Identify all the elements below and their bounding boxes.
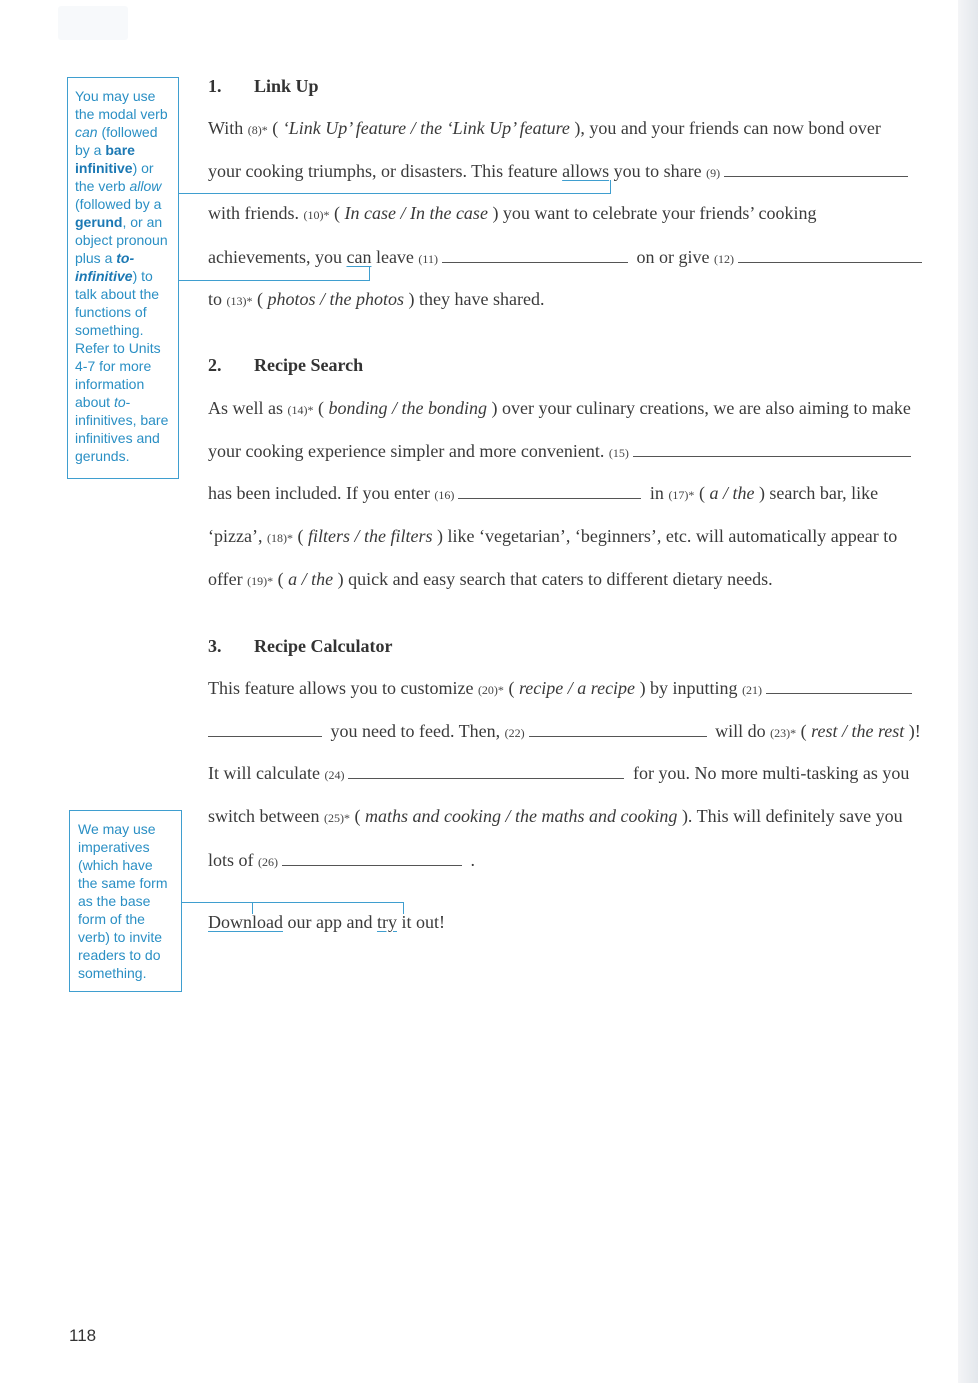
- note-text: (followed by a: [75, 124, 158, 158]
- text: on or give: [631, 247, 714, 267]
- text: With: [208, 118, 248, 138]
- note-text: , or an object pronoun plus a: [75, 214, 168, 266]
- text: offer: [208, 569, 248, 589]
- page-edge-shadow: [958, 0, 978, 1383]
- highlighted-word: allows: [562, 161, 610, 181]
- text: ) over your culinary creations, we are also aiming to make: [487, 398, 911, 418]
- note-text: to: [113, 394, 126, 410]
- answer-options: a / the: [709, 483, 755, 503]
- question-number: (26): [258, 855, 279, 869]
- answer-options: ‘Link Up’ feature / the ‘Link Up’ feature: [282, 118, 570, 138]
- text: has been included. If you enter: [208, 483, 435, 503]
- answer-blank[interactable]: [458, 484, 641, 499]
- text: will do: [710, 721, 771, 741]
- answer-blank[interactable]: [348, 764, 624, 779]
- text: ‘pizza’,: [208, 526, 267, 546]
- question-number: (20)*: [477, 683, 504, 697]
- highlighted-word: try: [376, 912, 397, 932]
- connector-line: [179, 193, 611, 194]
- note-keyword: to-infinitive: [75, 250, 135, 284]
- question-number: (11): [418, 252, 438, 266]
- text: ), you and your friends can now bond over: [569, 118, 881, 138]
- text: your cooking triumphs, or disasters. This feature: [208, 161, 563, 181]
- text: it out!: [396, 912, 445, 932]
- text: (: [503, 678, 519, 698]
- question-number: (12): [713, 252, 734, 266]
- text: with friends.: [208, 203, 304, 223]
- text: As well as: [208, 398, 288, 418]
- question-number: (18)*: [266, 531, 293, 545]
- answer-options: recipe / a recipe: [518, 678, 636, 698]
- answer-options: In case / In the case: [344, 203, 488, 223]
- text: you to share: [609, 161, 707, 181]
- answer-blank[interactable]: [529, 722, 707, 737]
- text: leave: [371, 247, 419, 267]
- text: ) like ‘vegetarian’, ‘beginners’, etc. will automatically appear to: [432, 526, 898, 546]
- text: ) search bar, like: [754, 483, 879, 503]
- text: )!: [904, 721, 921, 741]
- answer-blank[interactable]: [208, 722, 322, 737]
- text: our app and: [283, 912, 377, 932]
- connector-line: [179, 280, 370, 281]
- question-number: (9): [706, 166, 721, 180]
- answer-options: maths and cooking / the maths and cooking: [364, 806, 678, 826]
- answer-blank[interactable]: [738, 248, 922, 263]
- text-line: [208, 289, 544, 310]
- text: (: [796, 721, 812, 741]
- text: This feature allows you to customize: [208, 678, 478, 698]
- note-text: ) to talk about the functions of something. Refer to Units 4-7 for more information about: [75, 268, 161, 410]
- answer-blank[interactable]: [766, 679, 912, 694]
- question-number: (24): [324, 768, 345, 782]
- answer-blank[interactable]: [442, 248, 628, 263]
- text-line: [208, 398, 911, 419]
- highlighted-word: Download: [208, 912, 283, 932]
- text: ) they have shared.: [404, 289, 545, 309]
- text: lots of: [208, 850, 259, 870]
- section-title-link-up: [208, 76, 319, 97]
- header-tab-ghost: [58, 6, 128, 40]
- text: ) by inputting: [635, 678, 743, 698]
- answer-blank[interactable]: [282, 851, 462, 866]
- note-keyword: gerund: [75, 214, 123, 230]
- question-number: (15): [608, 446, 629, 460]
- text: .: [466, 850, 476, 870]
- text: you need to feed. Then,: [326, 721, 505, 741]
- section-number: 2.: [208, 355, 222, 375]
- section-title-recipe-calculator: [208, 636, 392, 657]
- text: (: [292, 526, 308, 546]
- text-line: [208, 678, 916, 699]
- question-number: (16): [434, 488, 455, 502]
- note-text: -infinitives, bare infinitives and gerunds.: [75, 394, 169, 464]
- text: (: [349, 806, 365, 826]
- section-heading: Recipe Calculator: [254, 636, 393, 656]
- question-number: (17)*: [668, 488, 695, 502]
- text: achievements, you: [208, 247, 347, 267]
- answer-options: filters / the filters: [307, 526, 433, 546]
- text-line: [208, 161, 912, 182]
- text: ) you want to celebrate your friends’ cooking: [487, 203, 817, 223]
- text-line: [208, 721, 921, 742]
- question-number: (21): [742, 683, 763, 697]
- section-number: 3.: [208, 636, 222, 656]
- note-text: allow: [129, 178, 162, 194]
- question-number: (25)*: [323, 811, 350, 825]
- note-text: can: [75, 124, 98, 140]
- text: for you. No more multi-tasking as you: [628, 763, 910, 783]
- text-line: [208, 247, 926, 268]
- section-number: 1.: [208, 76, 222, 96]
- grammar-note-imperatives: We may use imperatives (which have the same form as the base form of the verb) to invite readers to do something.: [69, 810, 182, 992]
- connector-line: [610, 180, 611, 194]
- text-line: [208, 850, 475, 871]
- text-line: [208, 806, 903, 827]
- text-line: [208, 912, 445, 933]
- text: (: [694, 483, 710, 503]
- question-number: (14)*: [287, 403, 314, 417]
- section-title-recipe-search: [208, 355, 363, 376]
- note-text: You may use the modal verb: [75, 88, 168, 122]
- text: to: [208, 289, 227, 309]
- note-text: ) or the verb: [75, 160, 154, 194]
- question-number: (19)*: [247, 574, 274, 588]
- section-heading: Link Up: [254, 76, 319, 96]
- text: (: [252, 289, 268, 309]
- section-heading: Recipe Search: [254, 355, 364, 375]
- question-number: (13)*: [226, 294, 253, 308]
- answer-blank[interactable]: [724, 162, 908, 177]
- page-number: 118: [69, 1326, 97, 1345]
- question-number: (8)*: [247, 123, 268, 137]
- text-line: [208, 203, 817, 224]
- text-line: [208, 118, 881, 139]
- text: (: [273, 569, 289, 589]
- note-text: (followed by a: [75, 196, 162, 212]
- text-line: [208, 763, 909, 784]
- text: (: [267, 118, 283, 138]
- text-line: [208, 483, 878, 504]
- answer-options: rest / the rest: [811, 721, 905, 741]
- question-number: (22): [504, 726, 525, 740]
- text-line: [208, 569, 773, 590]
- text: (: [313, 398, 329, 418]
- text: in: [645, 483, 669, 503]
- text: ) quick and easy search that caters to different dietary needs.: [333, 569, 773, 589]
- text-line: [208, 441, 915, 462]
- note-keyword: bare infinitive: [75, 142, 135, 176]
- highlighted-word: can: [346, 247, 372, 267]
- text: switch between: [208, 806, 324, 826]
- question-number: (23)*: [770, 726, 797, 740]
- answer-options: a / the: [288, 569, 334, 589]
- connector-line: [182, 902, 404, 903]
- grammar-note-modal-verbs: [67, 77, 179, 479]
- answer-blank[interactable]: [633, 442, 911, 457]
- answer-options: photos / the photos: [267, 289, 405, 309]
- text: ). This will definitely save you: [677, 806, 903, 826]
- text: your cooking experience simpler and more convenient.: [208, 441, 609, 461]
- connector-line: [369, 267, 370, 281]
- question-number: (10)*: [303, 208, 330, 222]
- text-line: [208, 526, 897, 547]
- answer-options: bonding / the bonding: [328, 398, 487, 418]
- text: It will calculate: [208, 763, 325, 783]
- text: (: [329, 203, 345, 223]
